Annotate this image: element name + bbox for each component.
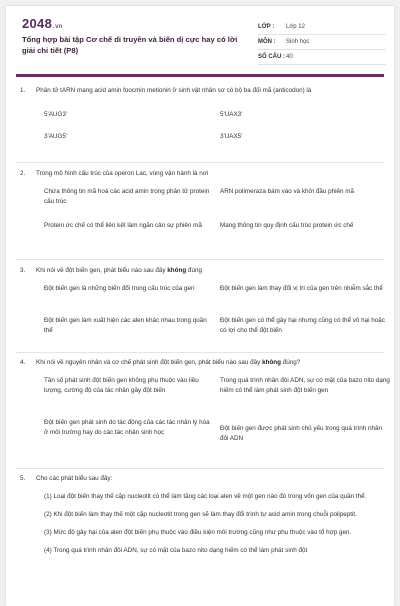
question-divider xyxy=(16,162,384,163)
question-divider xyxy=(16,259,384,260)
option-a[interactable]: Chứa thông tin mã hoá các acid amin trong phân tử protein cấu trúc xyxy=(44,188,210,205)
option-d[interactable]: 3'UAX5' xyxy=(220,133,243,140)
question-text: Phân tử tARN mang acid amin foocmin metionin ở sinh vật nhân sơ có bộ ba đối mã (anticodon) là xyxy=(36,87,312,94)
option-c[interactable]: Protein ức chế có thể liên kết làm ngăn cản sự phiên mã xyxy=(44,222,202,229)
question-number: 2. xyxy=(20,170,26,177)
option-b[interactable]: Đột biến gen làm thay đổi vị trí của gen trên nhiễm sắc thể xyxy=(220,285,383,292)
question-options xyxy=(44,185,382,255)
question-1 xyxy=(20,86,382,146)
statement-2: (2) Khi đột biến làm thay thế một cặp nucleotit trong gen sẽ làm thay đổi trình tự acid amin trong chuỗi polipeptit. xyxy=(44,511,357,518)
meta-value: Lớp 12 xyxy=(286,24,305,30)
question-3 xyxy=(20,266,385,352)
statement-3: (3) Mức độ gây hại của alen đột biến phụ thuộc vào điều kiện môi trường cũng như phụ thuộc vào tổ hợp gen. xyxy=(44,529,352,536)
question-divider xyxy=(16,468,384,469)
question-text: Cho các phát biểu sau đây: xyxy=(36,475,113,482)
question-number: 1. xyxy=(20,87,26,94)
question-4 xyxy=(20,358,390,466)
question-text: Khi nói về đột biến gen, phát biểu nào sau đây không đúng xyxy=(36,267,202,274)
statement-4: (4) Trong quá trình nhân đôi ADN, sự có mặt của bazo nito dạng hiếm có thể làm phát sinh đột xyxy=(44,547,308,554)
question-text: Khi nói về nguyên nhân và cơ chế phát sinh đột biến gen, phát biểu nào sau đây không đúng? xyxy=(36,359,301,366)
site-logo[interactable]: 2048.vn xyxy=(22,16,63,31)
question-options xyxy=(44,102,382,146)
question-options xyxy=(44,374,390,466)
meta-row-subject xyxy=(258,35,386,50)
option-a[interactable]: 5'AUG3' xyxy=(44,111,68,118)
question-number: 4. xyxy=(20,359,26,366)
question-number: 5. xyxy=(20,475,26,482)
question-number: 3. xyxy=(20,267,26,274)
meta-key: SỐ CÂU : xyxy=(258,54,285,60)
document-page xyxy=(6,6,394,606)
header-divider xyxy=(16,74,384,77)
option-c[interactable]: Đột biến gen phát sinh do tác động của các tác nhân lý hóa ở môi trường hay do các tác nhân sinh học xyxy=(44,419,210,436)
question-2 xyxy=(20,169,382,255)
option-d[interactable]: Đột biến gen có thể gây hại nhưng cũng có thể vô hại hoặc có lợi cho thể đột biến xyxy=(220,317,385,334)
statement-1: (1) Loại đột biến thay thế cặp nucleotit có thể làm tăng các loại alen về một gen nào đó trong vốn gen của quần thể. xyxy=(44,493,367,500)
question-text: Trong mô hình cấu trúc của operon Lac, vùng vận hành là nơi xyxy=(36,170,209,177)
document-header xyxy=(6,6,394,70)
meta-row-class xyxy=(258,20,386,35)
option-a[interactable]: Tần số phát sinh đột biến gen không phụ thuộc vào liều lượng, cường độ của tác nhân gây đột biến xyxy=(44,377,199,394)
option-c[interactable]: Đột biến gen làm xuất hiện các alen khác nhau trong quần thể xyxy=(44,317,207,334)
option-b[interactable]: ARN polimeraza bám vào và khởi đầu phiên mã xyxy=(220,188,354,195)
meta-value: Sinh học xyxy=(286,39,310,45)
meta-value: 40 xyxy=(286,54,293,60)
meta-table xyxy=(258,20,386,65)
question-divider xyxy=(16,352,384,353)
option-b[interactable]: 5'UAX3' xyxy=(220,111,243,118)
option-c[interactable]: 3'AUG5' xyxy=(44,133,68,140)
document-title: Tổng hợp bài tập Cơ chế di truyền và biến dị cực hay có lời giải chi tiết (P8) xyxy=(22,35,238,55)
option-b[interactable]: Trong quá trình nhân đôi ADN, sự có mặt của bazo nito dạng hiếm có thể làm phát sinh đột biến gen xyxy=(220,377,390,394)
option-a[interactable]: Đột biến gen là những biến đổi trong cấu trúc của gen xyxy=(44,285,195,292)
question-5 xyxy=(20,474,382,556)
meta-key: LỚP : xyxy=(258,24,275,30)
option-d[interactable]: Mang thông tin quy định cấu trúc protein ức chế xyxy=(220,222,354,229)
meta-key: MÔN : xyxy=(258,39,276,45)
question-options xyxy=(44,282,385,352)
meta-row-count xyxy=(258,50,386,65)
option-d[interactable]: Đột biến gen được phát sinh chủ yếu trong quá trình nhân đôi ADN xyxy=(220,425,383,442)
